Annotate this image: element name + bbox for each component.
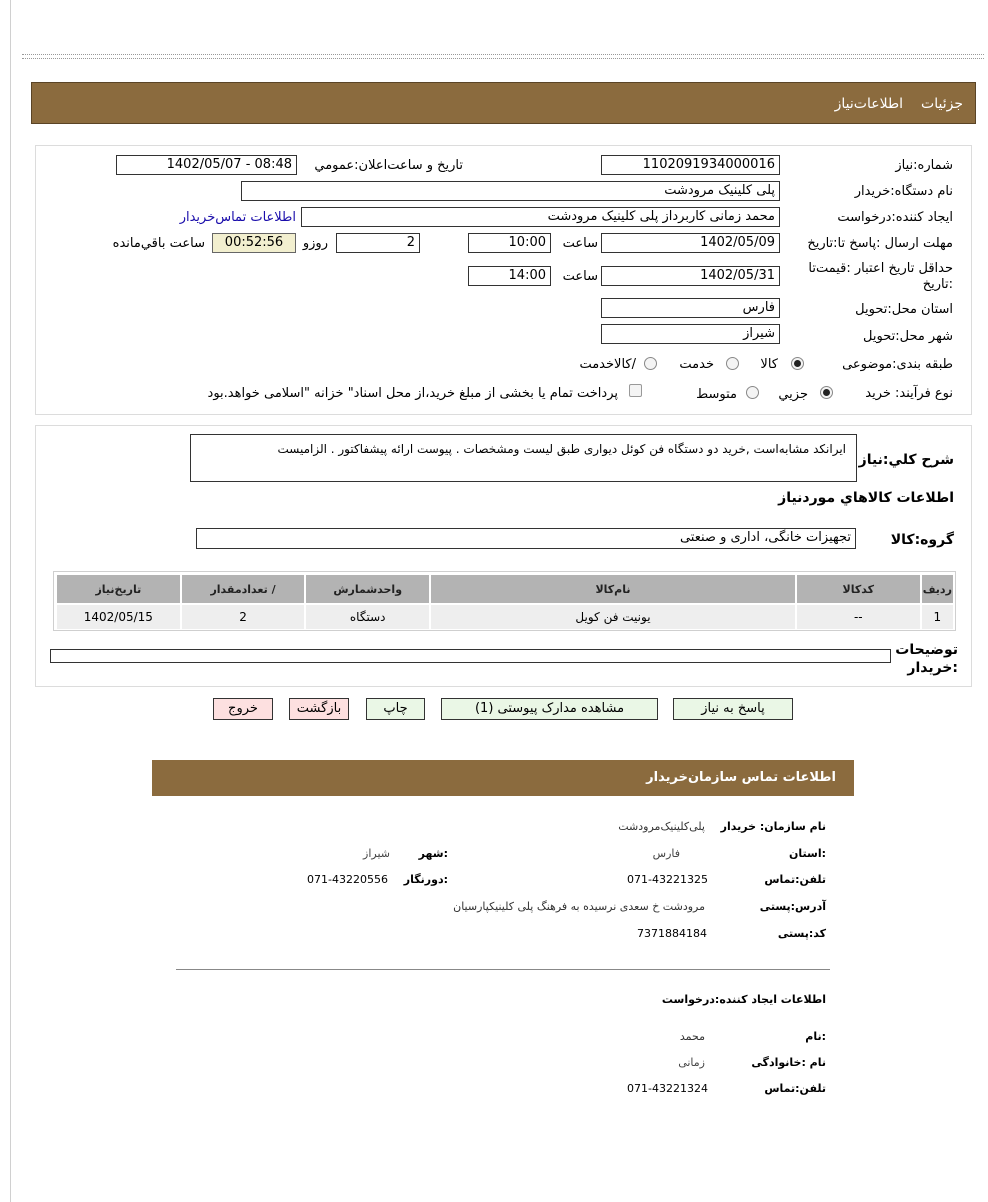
treasury-checkbox[interactable]	[629, 384, 642, 397]
attachments-button[interactable]: مشاهده مدارک پیوستی (1)	[441, 698, 658, 720]
validity-label: حداقل تاریخ اعتبار :قیمت‌تا :تاریخ	[808, 261, 953, 292]
header-title-need-info: اطلاعات‌نیاز	[834, 96, 903, 112]
cell-quantity: 2	[182, 605, 305, 629]
province-field: فارس	[601, 298, 780, 318]
contact-fax-label: :دورنگار	[403, 873, 448, 886]
process-radio-medium[interactable]	[746, 386, 759, 399]
category-option-goods: کالا	[760, 357, 778, 372]
print-button[interactable]: چاپ	[366, 698, 425, 720]
cell-row-number: 1	[922, 605, 953, 629]
creator-field: محمد زمانی کاربرداز پلی کلینیک مرودشت	[301, 207, 780, 227]
buyer-field: پلی کلینیک مرودشت	[241, 181, 780, 201]
creator-phone-label: تلفن:تماس	[764, 1082, 826, 1095]
category-option-goods-service: /کالاخدمت	[579, 357, 636, 372]
contact-postal-label: کد:پستی	[777, 927, 826, 940]
col-item-name: نام‌کالا	[431, 575, 795, 603]
treasury-text: پرداخت تمام یا بخشی از مبلغ خرید،از محل اسناد" خزانه "اسلامی خواهد.بود	[207, 386, 618, 401]
validity-time-field: 14:00	[468, 266, 551, 286]
cell-item-code: --	[797, 605, 920, 629]
contact-org-label: نام سازمان: خریدار	[720, 820, 826, 833]
contact-city-label: :شهر	[418, 847, 448, 860]
need-number-field: 1102091934000016	[601, 155, 780, 175]
category-label: طبقه بندی:موضوعی	[842, 357, 953, 372]
contact-province-value: فارس	[652, 847, 680, 860]
creator-family-label: نام :خانوادگی	[751, 1056, 826, 1069]
city-label: شهر محل:تحویل	[863, 329, 953, 344]
category-radio-goods[interactable]	[791, 357, 804, 370]
announce-date-field: 1402/05/07 - 08:48	[116, 155, 297, 175]
deadline-time-field: 10:00	[468, 233, 551, 253]
cell-item-name: یونیت فن کویل	[431, 605, 795, 629]
announce-date-label: تاریخ و ساعت‌اعلان:عمومي	[314, 158, 463, 173]
contact-header-bar	[152, 760, 854, 796]
goods-group-field: تجهیزات خانگی، اداری و صنعتی	[196, 528, 856, 549]
table-row	[57, 605, 953, 629]
col-quantity: / تعدادمقدار	[182, 575, 305, 603]
category-radio-goods-service[interactable]	[644, 357, 657, 370]
creator-phone-value: 071-43221324	[627, 1082, 708, 1095]
process-radio-minor[interactable]	[820, 386, 833, 399]
col-item-code: کدکالا	[797, 575, 920, 603]
deadline-label: مهلت ارسال :پاسخ تا:تاریخ	[807, 236, 953, 251]
description-label: شرح کلي:نیاز	[858, 452, 954, 468]
col-need-date: تاریخ‌نیاز	[57, 575, 180, 603]
contact-province-label: :استان	[789, 847, 826, 860]
cell-need-date: 1402/05/15	[57, 605, 180, 629]
buyer-notes-label: توضیحات :خریدار	[895, 642, 958, 676]
process-option-minor: جزيي	[778, 387, 808, 402]
days-field: 2	[336, 233, 420, 253]
deadline-date-field: 1402/05/09	[601, 233, 780, 253]
contact-phone-label: تلفن:تماس	[764, 873, 826, 886]
validity-date-field: 1402/05/31	[601, 266, 780, 286]
cell-unit: دستگاه	[306, 605, 429, 629]
validity-time-label: ساعت	[562, 269, 598, 284]
back-button[interactable]: بازگشت	[289, 698, 349, 720]
contact-divider	[176, 969, 830, 970]
city-field: شیراز	[601, 324, 780, 344]
contact-org-value: پلی‌کلینیک‌مرودشت	[618, 820, 705, 833]
contact-city-value: شیراز	[363, 847, 390, 860]
buyer-notes-field	[50, 649, 891, 663]
creator-name-value: محمد	[679, 1030, 705, 1043]
buyer-label: نام دستگاه:خریدار	[854, 184, 953, 199]
remaining-label: ساعت باقي‌مانده	[112, 236, 205, 251]
deadline-time-label: ساعت	[562, 236, 598, 251]
reply-button[interactable]: پاسخ به نیاز	[673, 698, 793, 720]
col-unit: واحدشمارش	[306, 575, 429, 603]
creator-family-value: زمانی	[678, 1056, 705, 1069]
header-title-details: جزئیات	[921, 96, 963, 112]
goods-table-header	[57, 575, 953, 603]
goods-info-title: اطلاعات کالاهاي مورد‌نیاز	[778, 490, 954, 506]
goods-table	[55, 573, 955, 631]
top-divider	[22, 54, 984, 59]
province-label: استان محل:تحویل	[855, 302, 953, 317]
contact-fax-value: 071-43220556	[307, 873, 388, 886]
contact-address-label: آدرس:پستی	[759, 900, 826, 913]
days-label: روزو	[302, 236, 328, 251]
process-label: نوع فرآیند: خرید	[865, 386, 953, 401]
col-row-number: رديف	[922, 575, 953, 603]
creator-name-label: :نام	[805, 1030, 826, 1043]
buyer-contact-link[interactable]: اطلاعات تماس‌خریدار	[179, 210, 296, 225]
contact-address-value: مرودشت خ سعدی نرسیده به فرهنگ پلی کلینیکپارسیان	[453, 900, 705, 913]
exit-button[interactable]: خروج	[213, 698, 273, 720]
category-option-service: خدمت	[679, 357, 714, 372]
creator-info-title: اطلاعات ایجاد کننده:درخواست	[661, 993, 826, 1006]
remaining-timer: 00:52:56	[212, 233, 296, 253]
left-border-line	[10, 0, 11, 1202]
description-field: ایرانکد مشابه‌است ,خرید دو دستگاه فن کوئل دیواری طبق لیست ومشخصات . پیوست ارائه پیشفاکتور . الزامیست	[190, 434, 857, 482]
need-number-label: شماره:نیاز	[895, 158, 953, 173]
contact-title: اطلاعات تماس سازمان‌خریدار	[646, 770, 836, 785]
contact-phone-value: 071-43221325	[627, 873, 708, 886]
goods-group-label: گروه:کالا	[890, 532, 954, 548]
page-header-bar	[31, 82, 976, 124]
category-radio-service[interactable]	[726, 357, 739, 370]
contact-postal-value: 7371884184	[637, 927, 707, 940]
process-option-medium: متوسط	[696, 387, 737, 402]
creator-label: ایجاد کننده:درخواست	[837, 210, 953, 225]
